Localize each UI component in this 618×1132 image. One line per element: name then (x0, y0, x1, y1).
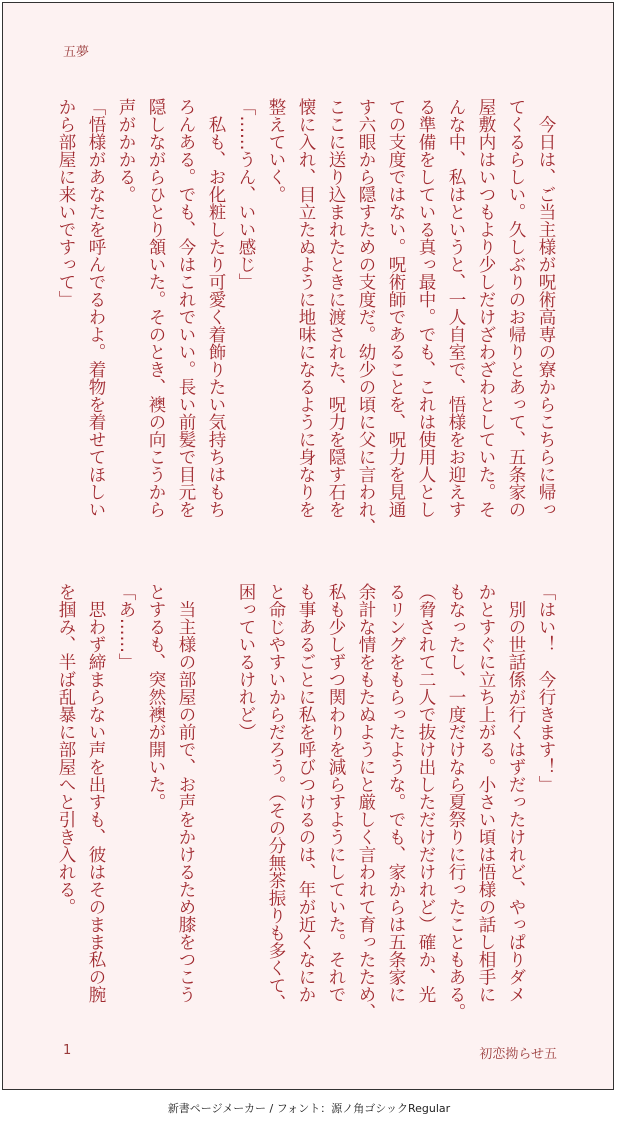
text-column: 困っているけれど） (236, 583, 256, 741)
text-column: 隠しながらひとり頷いた。そのとき、襖の向こうから (146, 98, 166, 518)
text-column: とするも、突然襖が開いた。 (146, 583, 166, 811)
text-column: す六眼から隠すための支度だ。幼少の頃に父に言われ、 (356, 98, 376, 536)
text-column: んな中、私はというと、一人自室で、悟様をお迎えす (446, 98, 466, 518)
text-column: ろんある。でも、今はこれでいい。長い前髪で目元を (176, 98, 196, 518)
text-column: かとすぐに立ち上がる。小さい頃は悟様の話し相手に (476, 583, 496, 1003)
bottom-text-block (53, 583, 561, 1023)
text-column: 声がかかる。 (116, 98, 136, 203)
caption: 新書ページメーカー / フォント：源ノ角ゴシックRegular (167, 1102, 451, 1115)
text-column: から部屋に来いですって」 (56, 98, 76, 308)
text-column: 「悟様があなたを呼んでるわよ。着物を着せてほしい (86, 98, 106, 518)
text-column: 懐に入れ、目立たぬように地味になるように身なりを (296, 98, 316, 518)
running-header: 五夢 (63, 45, 90, 60)
book-title: 初恋拗らせ五 (479, 1047, 557, 1062)
book-page (2, 2, 614, 1090)
text-column: 余計な情をもたぬようにと厳しく言われて育ったため、 (356, 583, 376, 1021)
text-column: ここに送り込まれたときに渡された、呪力を隠す石を (326, 98, 346, 518)
text-column: るリングをもらったような。でも、家からは五条家に (386, 583, 406, 1003)
text-column: 思わず締まらない声を出すも、彼はそのまま私の腕 (86, 583, 106, 1003)
page-number: 1 (63, 1043, 72, 1058)
text-column: もなったし、一度だけなら夏祭りに行ったこともある。 (446, 583, 466, 1021)
text-column: 私も、お化粧したり可愛く着飾りたい気持ちはもち (206, 98, 226, 518)
text-column: を掴み、半ば乱暴に部屋へと引き入れる。 (56, 583, 76, 916)
text-column: と命じやすいからだろう。（その分無茶振りも多くて、 (266, 583, 286, 1012)
text-column: 「……うん、いい感じ」 (236, 98, 256, 291)
text-column: 「あ……」 (116, 583, 136, 671)
text-column: 今日は、ご当主様が呪術高専の寮からこちらに帰っ (536, 98, 556, 518)
text-column: も事あるごとに私を呼びつけるのは、年が近くなにか (296, 583, 316, 1003)
text-column: てくるらしい。久しぶりのお帰りとあって、五条家の (506, 98, 526, 518)
text-column: 私も少しずつ関わりを減らすようにしていた。それで (326, 583, 346, 1003)
top-text-block (53, 98, 561, 538)
text-column: 当主様の部屋の前で、お声をかけるため膝をつこう (176, 583, 196, 1003)
text-column: 別の世話係が行くはずだったけれど、やっぱりダメ (506, 583, 526, 1003)
text-column: ての支度ではない。呪術師であることを、呪力を見通 (386, 98, 406, 518)
text-column: 「はい！ 今行きます！」 (536, 583, 556, 793)
text-column: 屋敷内はいつもより少しだけざわざわとしていた。そ (476, 98, 496, 518)
text-column: る準備をしている真っ最中。でも、これは使用人とし (416, 98, 436, 518)
text-column: （脅されて二人で抜け出しただけだけれど）確か、光 (416, 583, 436, 1003)
text-column (201, 583, 231, 1023)
text-column: 整えていく。 (266, 98, 286, 203)
